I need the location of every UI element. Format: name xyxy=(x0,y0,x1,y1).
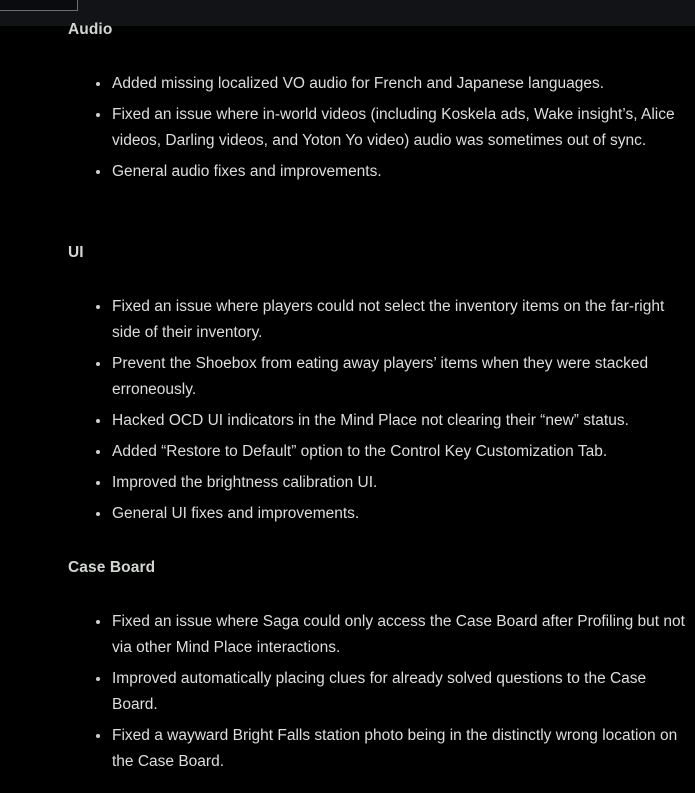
list-item: General audio fixes and improvements. xyxy=(0,159,695,185)
list-item: Fixed an issue where players could not select the inventory items on the far-right side of their inventory. xyxy=(0,294,695,346)
list-item: Fixed an issue where Saga could only access the Case Board after Profiling but not via other Mind Place interactions. xyxy=(0,609,695,661)
list-item: Prevent the Shoebox from eating away players’ items when they were stacked erroneously. xyxy=(0,351,695,403)
list-item: Fixed a wayward Bright Falls station photo being in the distinctly wrong location on the Case Board. xyxy=(0,723,695,775)
ui-list xyxy=(0,294,695,532)
section-heading-audio: Audio xyxy=(68,21,113,38)
top-tab[interactable] xyxy=(0,0,78,11)
list-item: General UI fixes and improvements. xyxy=(0,501,695,527)
list-item: Improved automatically placing clues for already solved questions to the Case Board. xyxy=(0,666,695,718)
list-item: Fixed an issue where in-world videos (including Koskela ads, Wake insight’s, Alice videos, Darling videos, and Yoton Yo video) audio was sometimes out of sync. xyxy=(0,102,695,154)
list-item: Added missing localized VO audio for French and Japanese languages. xyxy=(0,71,695,97)
list-item: Added “Restore to Default” option to the Control Key Customization Tab. xyxy=(0,439,695,465)
list-item: Improved the brightness calibration UI. xyxy=(0,470,695,496)
section-heading-case-board: Case Board xyxy=(68,559,156,576)
audio-list xyxy=(0,71,695,190)
section-heading-ui: UI xyxy=(68,244,84,261)
list-item: Hacked OCD UI indicators in the Mind Place not clearing their “new” status. xyxy=(0,408,695,434)
case-board-list xyxy=(0,609,695,780)
